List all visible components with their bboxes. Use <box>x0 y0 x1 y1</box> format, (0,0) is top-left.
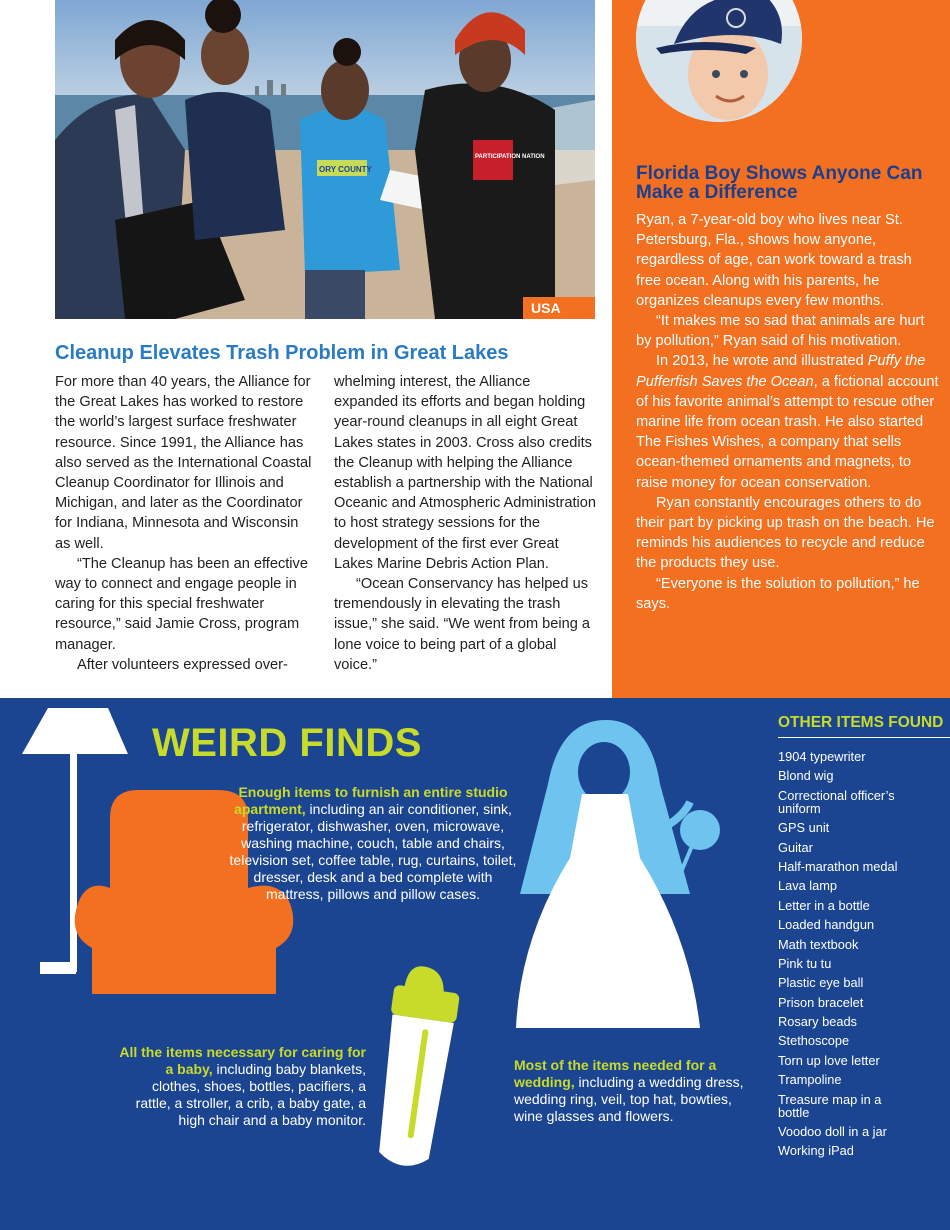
apartment-blurb <box>228 784 518 903</box>
lamp-shade-icon <box>22 708 128 754</box>
baby-bottle-icon <box>370 963 463 1170</box>
lamp-base-icon <box>40 962 76 974</box>
list-item: Trampoline <box>778 1072 842 1088</box>
paragraph: “Ocean Conservancy has helped us tremendously in elevating the trash issue,” she said. “We went from being a lone voice to being part of a global voice.” <box>334 576 591 673</box>
weird-finds-illustrations <box>0 698 760 1230</box>
other-items-list <box>778 750 950 1157</box>
paragraph: For more than 40 years, the Alliance for the Great Lakes has worked to restore the world’s largest surface freshwater resource. Since 1991, the Alliance has also served as the International Coastal Cleanup Coordinator for Illinois and Michigan, and later as the Coordinator for Indiana, Minnesota and Wisconsin as well. <box>55 374 312 552</box>
list-item: Torn up love letter <box>778 1052 880 1068</box>
paragraph: Ryan constantly encourages others to do their part by picking up trash on the beach. He reminds his audiences to recycle and reduce the products they use. <box>636 494 935 572</box>
shirt-text-2: PARTICIPATION NATION <box>475 154 545 160</box>
beach-cleanup-photo <box>55 0 595 319</box>
text: In 2013, he wrote and illustrated <box>656 353 868 370</box>
other-items-title: OTHER ITEMS FOUND <box>778 714 944 731</box>
paragraph <box>636 351 940 492</box>
shirt-text-1: ORY COUNTY <box>319 165 372 174</box>
paragraph: After volunteers expressed over- <box>77 656 288 673</box>
weird-finds-title: WEIRD FINDS <box>152 721 422 765</box>
sidebar-story <box>612 0 950 698</box>
list-item: 1904 typewriter <box>778 749 866 764</box>
weird-finds-section <box>0 698 950 1230</box>
baby-text: including baby blankets, clothes, shoes, bottles, pacifiers, a rattle, a stroller, a crib, a baby gate, a high chair and a baby monitor. <box>135 1061 366 1128</box>
sidebar-body <box>636 210 940 614</box>
book-title: Puffy the Pufferfish Saves the Ocean <box>636 353 926 390</box>
article-column-2 <box>334 372 596 675</box>
article-headline: Cleanup Elevates Trash Problem in Great Lakes <box>55 342 509 364</box>
list-item: Blond wig <box>778 768 834 784</box>
baby-blurb <box>118 1044 366 1129</box>
boy-portrait <box>636 0 802 122</box>
paragraph: “The Cleanup has been an effective way to connect and engage people in caring for this special freshwater resource,” said Jamie Cross, program manager. <box>55 555 308 653</box>
list-item: Rosary beads <box>778 1014 857 1030</box>
baby-lead: All the items necessary for caring for a baby, <box>119 1044 366 1077</box>
sidebar-headline: Florida Boy Shows Anyone Can Make a Difference <box>636 163 923 203</box>
apartment-lead: Enough items to furnish an entire studio apartment, <box>234 784 508 817</box>
article-column-1 <box>55 372 317 675</box>
list-item: Plastic eye ball <box>778 975 864 991</box>
wedding-text: including a wedding dress, wedding ring, veil, top hat, bowties, wine glasses and flowers. <box>514 1074 744 1124</box>
list-item: Loaded handgun <box>778 917 875 933</box>
list-item: Lava lamp <box>778 878 838 894</box>
other-items-panel <box>778 714 950 1164</box>
boy-portrait-illustration <box>636 0 802 122</box>
list-item: Pink tu tu <box>778 955 832 971</box>
paragraph: “It makes me so sad that animals are hurt by pollution,” Ryan said of his motivation. <box>636 313 925 350</box>
list-item: Stethoscope <box>778 1033 850 1049</box>
list-item: GPS unit <box>778 820 830 836</box>
list-item: Voodoo doll in a jar <box>778 1124 887 1140</box>
wedding-lead: Most of the items needed for a wedding, <box>514 1057 717 1090</box>
list-item: Guitar <box>778 839 813 855</box>
beach-cleanup-illustration <box>55 0 595 319</box>
list-item: Working iPad <box>778 1143 854 1159</box>
paragraph: Ryan, a 7-year-old boy who lives near St. Petersburg, Fla., shows how anyone, regardless of age, can work toward a trash free ocean. Along with his parents, he organizes cleanups every few months. <box>636 212 912 309</box>
country-tag: USA <box>523 297 595 319</box>
list-item: Treasure map in a bottle <box>778 1091 882 1120</box>
list-item: Half-marathon medal <box>778 858 898 874</box>
text: , a fictional account of his favorite animal’s attempt to rescue other marine life from ocean trash. He also started The Fishes Wishes, a company that sells ocean-themed ornaments and magnets, to raise money for ocean conservation. <box>636 373 939 491</box>
list-item: Correctional officer’s uniform <box>778 787 895 816</box>
list-item: Math textbook <box>778 936 859 952</box>
bride-icon <box>516 720 720 1028</box>
lamp-pole-icon <box>70 754 77 972</box>
wedding-blurb <box>514 1057 754 1125</box>
apartment-text: including an air conditioner, sink, refrigerator, dishwasher, oven, microwave, washing machine, couch, table and chairs, television set, coffee table, rug, curtains, toilet, dresser, desk and a bed complete with mattress, pillows and pillow cases. <box>229 801 517 902</box>
list-item: Letter in a bottle <box>778 897 870 913</box>
list-item: Prison bracelet <box>778 994 864 1010</box>
divider <box>778 737 950 738</box>
paragraph: “Everyone is the solution to pollution,” he says. <box>636 575 920 612</box>
paragraph: whelming interest, the Alliance expanded its efforts and began holding year-round cleanups in all eight Great Lakes states in 2003. Cross also credits the Cleanup with helping the Alliance establish a partnership with the National Oceanic and Atmospheric Administration to host strategy sessions for the development of the first ever Great Lakes Marine Debris Action Plan. <box>334 374 597 572</box>
